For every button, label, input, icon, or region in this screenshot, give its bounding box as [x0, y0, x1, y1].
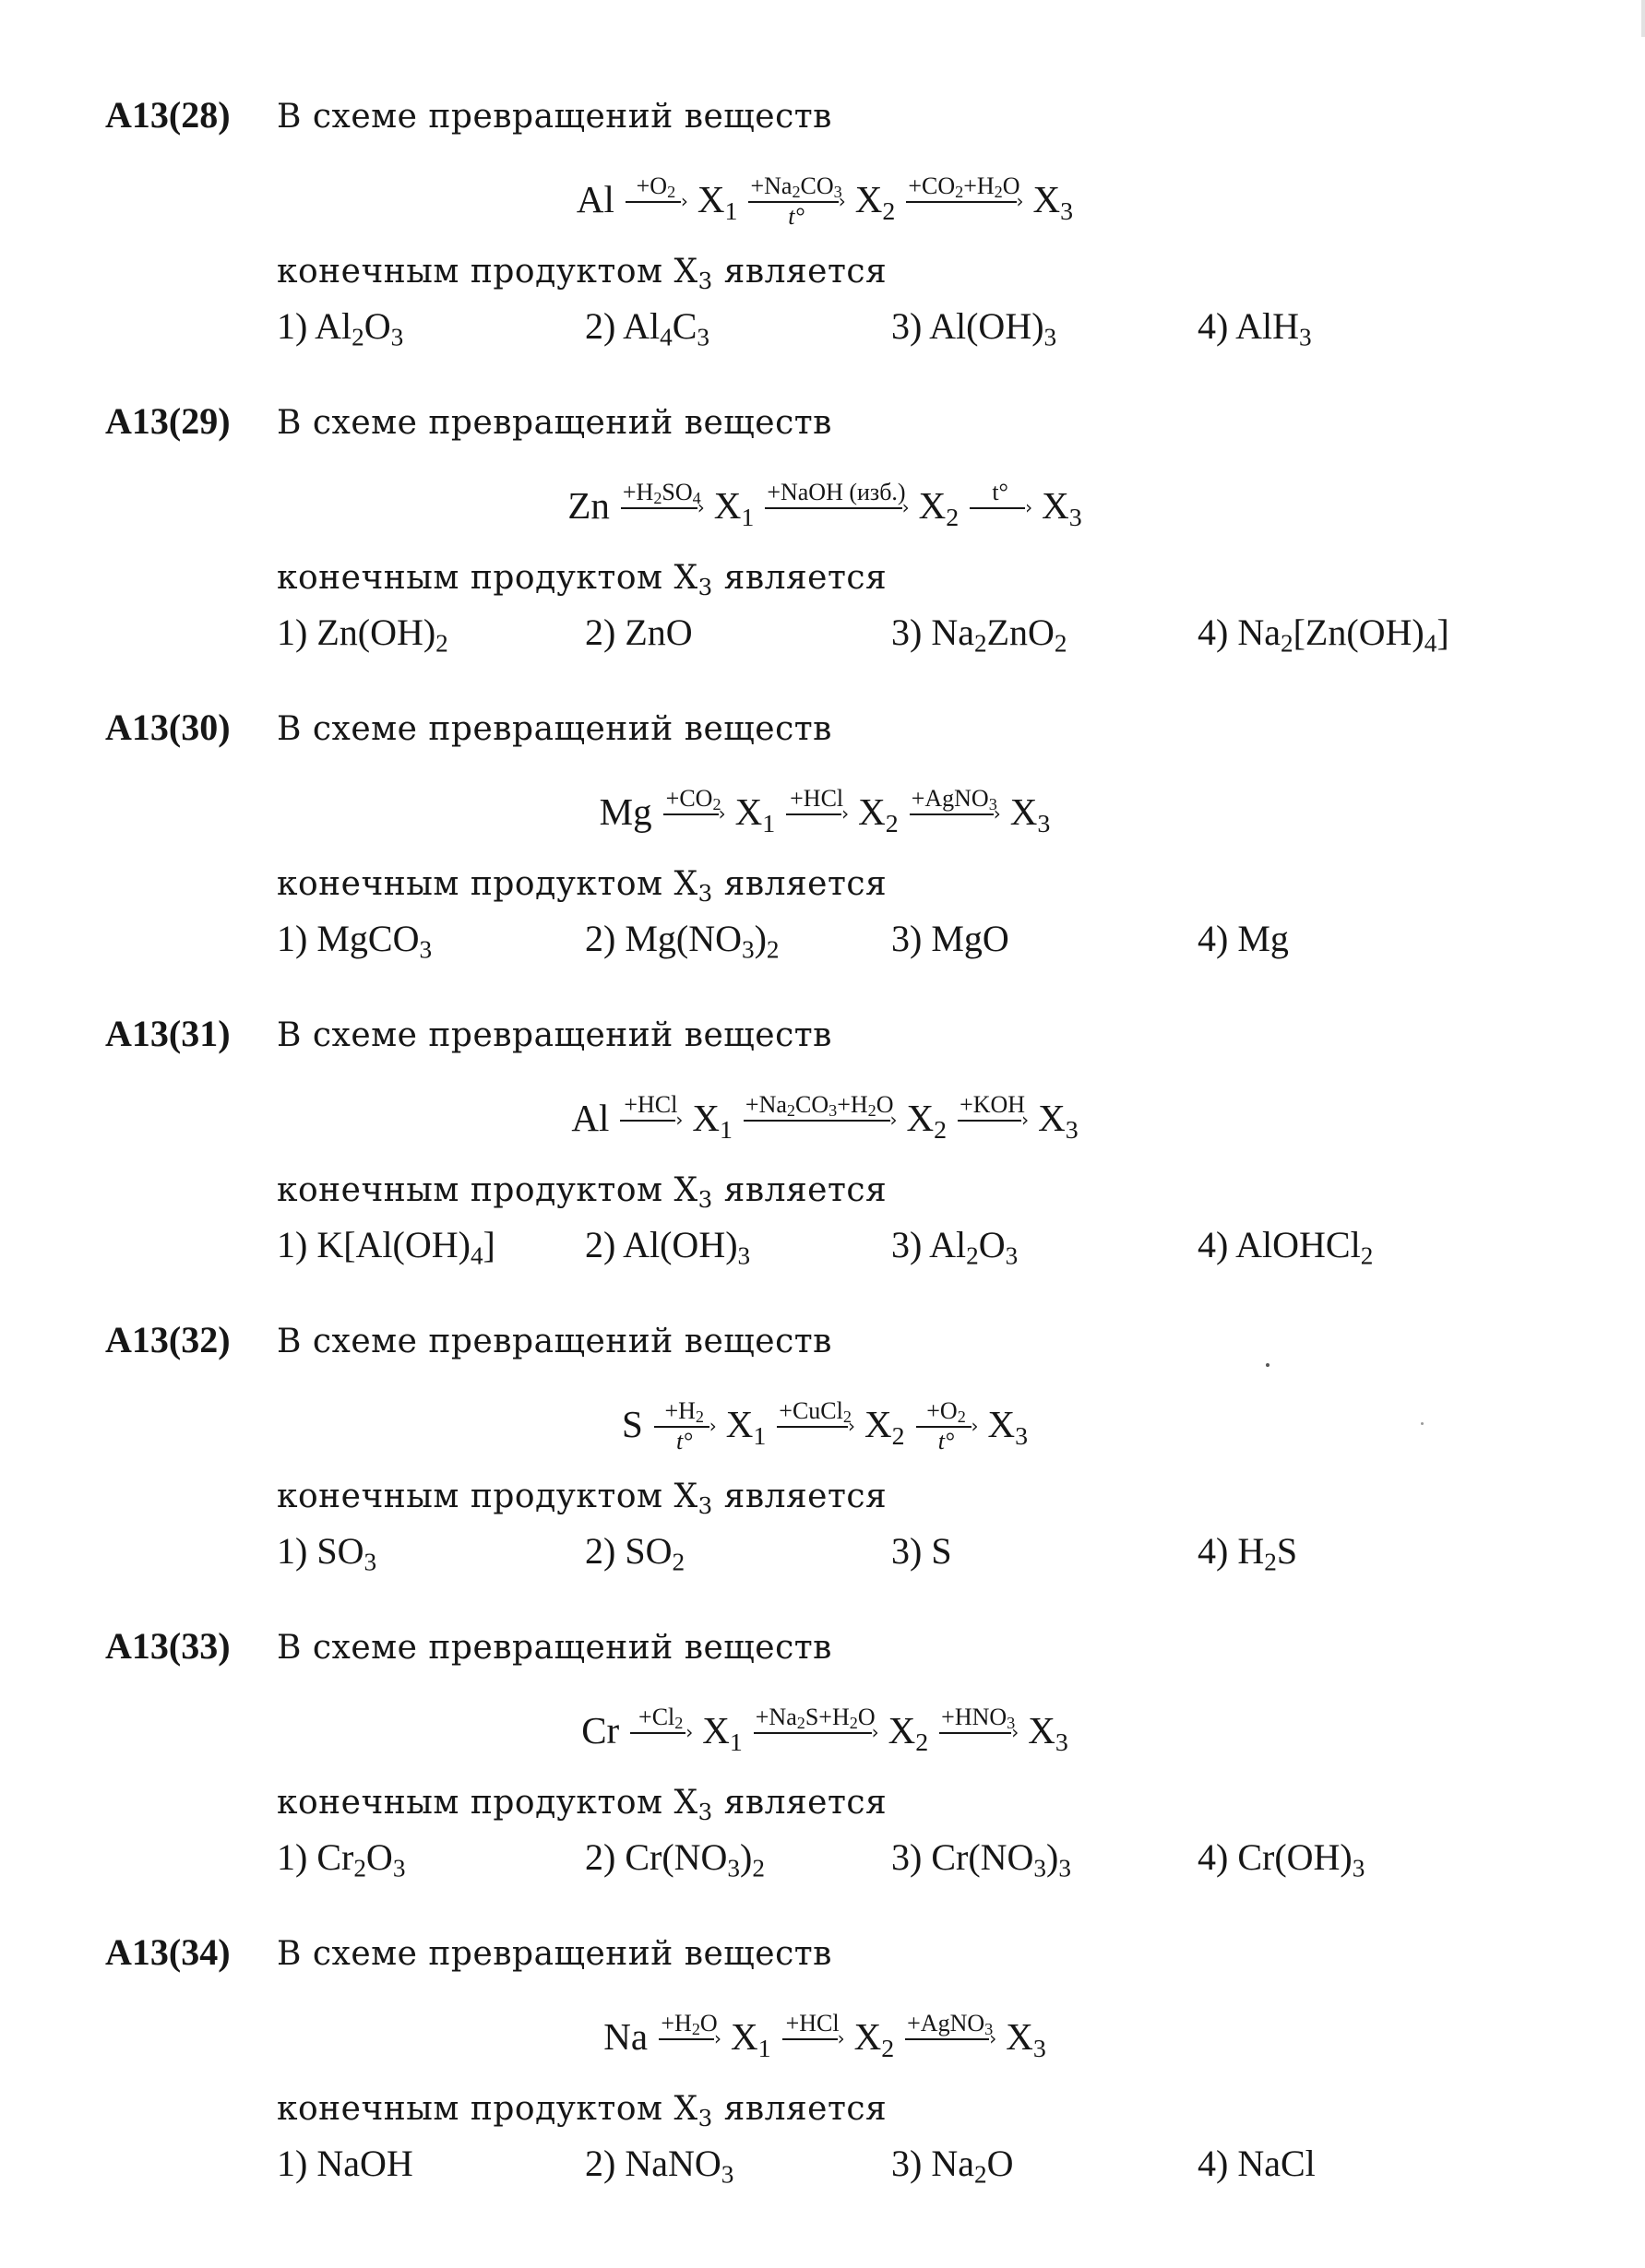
- arrow-icon: ›: [970, 506, 1031, 509]
- answer-option: 1) MgCO$_3$: [277, 918, 433, 964]
- arrow-icon: ›: [765, 506, 907, 509]
- question-text: конечным продуктом $X_3$ является: [277, 865, 888, 907]
- transformation-scheme: [105, 1684, 1544, 1776]
- answer-option: 2) $Al_4C_3$: [585, 305, 709, 351]
- problem-intro: В схеме превращений веществ: [277, 98, 832, 136]
- answer-options: [277, 1834, 1550, 1882]
- answer-option: 3) $Cr(NO_3)_3$: [891, 1836, 1071, 1882]
- reagent-label: +HCl: [624, 1090, 678, 1118]
- scheme-start-substance: Cr: [581, 1708, 620, 1751]
- question-text: конечным продуктом $X_3$ является: [277, 253, 888, 294]
- arrow-icon: ›: [905, 2037, 995, 2040]
- arrow-icon: ›: [744, 1119, 896, 1122]
- answer-options: [277, 1527, 1550, 1575]
- scheme-product: $X_2$: [906, 1096, 948, 1145]
- problem-intro: В схеме превращений веществ: [277, 1935, 832, 1973]
- arrow-icon: ›: [630, 1731, 691, 1734]
- answer-option: 2) $Al(OH)_3$: [585, 1224, 751, 1270]
- answer-option: 1) $K[Al(OH)_4]$: [277, 1224, 495, 1270]
- reagent-label: +AgNO$_3$: [907, 2009, 994, 2038]
- reagent-label: +KOH: [960, 1090, 1026, 1118]
- reaction-arrow: [910, 785, 999, 843]
- scheme-product: $X_1$: [697, 177, 738, 226]
- transformation-scheme: [105, 766, 1544, 858]
- scheme-product: $X_1$: [731, 2014, 771, 2063]
- answer-option: 3) $Al(OH)_3$: [891, 305, 1057, 351]
- arrow-icon: ›: [754, 1731, 877, 1734]
- scheme-product: $X_2$: [864, 1402, 905, 1451]
- transformation-scheme: [105, 1990, 1544, 2083]
- reagent-label: $+Cl_2$: [638, 1703, 684, 1732]
- reagent-label: $+Na_2S+H_2O$: [755, 1703, 876, 1732]
- answer-option: 4) $Na_2[Zn(OH)_4]$: [1198, 612, 1449, 658]
- reaction-arrow: [916, 1397, 977, 1455]
- problem-34: [105, 1930, 1544, 2225]
- arrow-icon: ›: [916, 1425, 977, 1428]
- scheme-start-substance: Mg: [599, 790, 652, 833]
- answer-option: 1) $Cr_2O_3$: [277, 1836, 406, 1882]
- answer-option: 2) $Cr(NO_3)_2$: [585, 1836, 765, 1882]
- scheme-start-substance: S: [621, 1402, 643, 1445]
- scheme-product: $X_2$: [858, 790, 899, 838]
- scheme-product: $X_2$: [854, 177, 896, 226]
- problem-number: A13(31): [105, 1013, 231, 1054]
- reagent-label: t°: [992, 478, 1008, 505]
- scan-edge-mark: [1641, 0, 1645, 37]
- answer-option: 4) AlOHCl$_2$: [1198, 1224, 1374, 1270]
- answer-option: 2) ZnO: [585, 612, 693, 653]
- answer-option: 1) $Zn(OH)_2$: [277, 612, 448, 658]
- scheme-product: $X_3$: [987, 1402, 1029, 1451]
- answer-option: 4) $H_2S$: [1198, 1530, 1298, 1576]
- scheme-product: $X_3$: [1038, 1096, 1079, 1145]
- question-text: конечным продуктом $X_3$ является: [277, 1171, 888, 1213]
- problem-intro: В схеме превращений веществ: [277, 1629, 832, 1667]
- problem-28: [105, 92, 1544, 387]
- answer-option: 4) Mg: [1198, 918, 1289, 959]
- reaction-arrow: [786, 784, 850, 843]
- problem-heading: [105, 1317, 832, 1365]
- question-text: конечным продуктом $X_3$ является: [277, 1478, 888, 1519]
- reaction-arrow: [906, 172, 1024, 231]
- reaction-arrow: [630, 1703, 694, 1762]
- reagent-label: $+H_2SO_4$: [622, 478, 701, 507]
- problem-33: [105, 1623, 1544, 1918]
- problem-intro: В схеме превращений веществ: [277, 1323, 832, 1360]
- reaction-arrow: [663, 785, 724, 843]
- scheme-product: $X_3$: [1042, 483, 1082, 532]
- transformation-scheme: [105, 459, 1544, 552]
- reaction-arrow: [754, 1704, 877, 1762]
- scheme-product: $X_2$: [918, 483, 960, 532]
- reaction-arrow: [765, 478, 910, 537]
- problem-number: A13(28): [105, 94, 231, 136]
- scheme-product: $X_3$: [1009, 790, 1051, 838]
- transformation-scheme: [105, 1072, 1544, 1164]
- arrow-icon: ›: [621, 506, 703, 509]
- reaction-arrow: [748, 172, 846, 231]
- reagent-label: $+Na_2CO_3$: [750, 172, 842, 201]
- scheme-product: $X_1$: [713, 483, 755, 532]
- problem-number: A13(29): [105, 400, 231, 442]
- problem-intro: В схеме превращений веществ: [277, 710, 832, 748]
- arrow-icon: ›: [748, 200, 843, 203]
- arrow-icon: ›: [786, 813, 847, 815]
- condition-label: t°: [675, 1427, 693, 1455]
- problem-29: [105, 398, 1544, 694]
- problem-number: A13(30): [105, 707, 231, 748]
- reagent-label: $+O_2$: [926, 1396, 966, 1426]
- reaction-arrow: [939, 1704, 1017, 1762]
- scheme-product: $X_1$: [692, 1096, 733, 1145]
- answer-options: [277, 2140, 1550, 2188]
- reagent-label: +NaOH (изб.): [767, 478, 906, 505]
- question-text: конечным продуктом $X_3$ является: [277, 1784, 888, 1825]
- reagent-label: +CuCl$_2$: [779, 1396, 852, 1426]
- reagent-label: $+Na_2CO_3+H_2O$: [745, 1090, 894, 1120]
- arrow-icon: ›: [958, 1119, 1027, 1122]
- scheme-product: $X_1$: [734, 790, 776, 838]
- problem-heading: [105, 398, 832, 446]
- answer-options: [277, 609, 1550, 657]
- reagent-label: +HCl: [790, 784, 844, 812]
- problem-heading: [105, 1011, 832, 1059]
- arrow-icon: ›: [654, 1425, 715, 1428]
- question-text: конечным продуктом $X_3$ является: [277, 2090, 888, 2131]
- question-text: конечным продуктом $X_3$ является: [277, 559, 888, 600]
- answer-option: 4) NaCl: [1198, 2143, 1316, 2184]
- reagent-label: +AgNO$_3$: [911, 784, 997, 813]
- problem-heading: [105, 705, 832, 753]
- answer-option: 3) $Na_2O$: [891, 2143, 1014, 2189]
- problem-number: A13(33): [105, 1625, 231, 1667]
- problem-number: A13(34): [105, 1931, 231, 1973]
- answer-option: 2) NaNO$_3$: [585, 2143, 734, 2189]
- arrow-icon: ›: [910, 813, 999, 815]
- reaction-arrow: [970, 479, 1031, 537]
- reaction-arrow: [777, 1397, 853, 1455]
- reaction-arrow: [659, 2010, 720, 2068]
- answer-option: 3) $Na_2ZnO_2$: [891, 612, 1067, 658]
- problem-heading: [105, 1930, 832, 1977]
- answer-option: 4) $Cr(OH)_3$: [1198, 1836, 1365, 1882]
- problem-31: [105, 1011, 1544, 1306]
- answer-option: 1) NaOH: [277, 2143, 413, 2184]
- problem-intro: В схеме превращений веществ: [277, 1016, 832, 1054]
- reaction-arrow: [620, 1090, 684, 1149]
- arrow-icon: ›: [626, 200, 686, 203]
- transformation-scheme: [105, 1378, 1544, 1470]
- answer-option: 2) $SO_2$: [585, 1530, 685, 1576]
- problem-number: A13(32): [105, 1319, 231, 1360]
- scheme-start-substance: Zn: [567, 483, 610, 527]
- condition-label: t°: [937, 1427, 955, 1455]
- answer-option: 2) $Mg(NO_3)_2$: [585, 918, 780, 964]
- reagent-label: $+H_2O$: [661, 2009, 718, 2038]
- reaction-arrow: [626, 172, 686, 231]
- reaction-arrow: [958, 1090, 1030, 1149]
- answer-option: 3) $Al_2O_3$: [891, 1224, 1019, 1270]
- problem-intro: В схеме превращений веществ: [277, 404, 832, 442]
- answer-options: [277, 1221, 1550, 1269]
- reaction-arrow: [744, 1091, 896, 1149]
- scheme-product: $X_3$: [1006, 2014, 1046, 2063]
- scheme-product: $X_2$: [888, 1708, 929, 1757]
- reaction-arrow: [654, 1397, 715, 1455]
- scheme-start-substance: Al: [571, 1096, 610, 1139]
- answer-option: 1) $SO_3$: [277, 1530, 377, 1576]
- reagent-label: $+CO_2+H_2O$: [908, 172, 1020, 201]
- scheme-product: $X_1$: [725, 1402, 767, 1451]
- arrow-icon: ›: [939, 1731, 1017, 1734]
- reagent-label: $+CO_2$: [665, 784, 721, 813]
- transformation-scheme: [105, 153, 1544, 245]
- reaction-arrow: [905, 2010, 995, 2068]
- answer-option: 3) S: [891, 1530, 952, 1572]
- arrow-icon: ›: [906, 200, 1021, 203]
- scheme-product: $X_2$: [853, 2014, 895, 2063]
- answer-options: [277, 915, 1550, 963]
- answer-option: 1) $Al_2O_3$: [277, 305, 404, 351]
- reagent-label: $+O_2$: [636, 172, 676, 201]
- arrow-icon: ›: [777, 1425, 853, 1428]
- problem-32: [105, 1317, 1544, 1612]
- reaction-arrow: [782, 2010, 843, 2068]
- answer-option: 4) AlH$_3$: [1198, 305, 1312, 351]
- scheme-product: $X_3$: [1032, 177, 1074, 226]
- reagent-label: $+H_2$: [664, 1396, 705, 1426]
- answer-option: 3) MgO: [891, 918, 1009, 959]
- condition-label: t°: [788, 202, 805, 230]
- answer-options: [277, 303, 1550, 350]
- scheme-start-substance: Al: [576, 177, 614, 220]
- arrow-icon: ›: [659, 2037, 720, 2040]
- arrow-icon: ›: [663, 813, 724, 815]
- scheme-product: $X_1$: [702, 1708, 743, 1757]
- problem-heading: [105, 1623, 832, 1671]
- scheme-product: $X_3$: [1028, 1708, 1068, 1757]
- reagent-label: $+HNO_3$: [941, 1703, 1016, 1732]
- arrow-icon: ›: [620, 1119, 681, 1122]
- scheme-start-substance: Na: [603, 2014, 649, 2058]
- arrow-icon: ›: [782, 2037, 843, 2040]
- problem-heading: [105, 92, 832, 140]
- reaction-arrow: [621, 479, 703, 537]
- reagent-label: +HCl: [785, 2009, 840, 2036]
- problem-30: [105, 705, 1544, 1000]
